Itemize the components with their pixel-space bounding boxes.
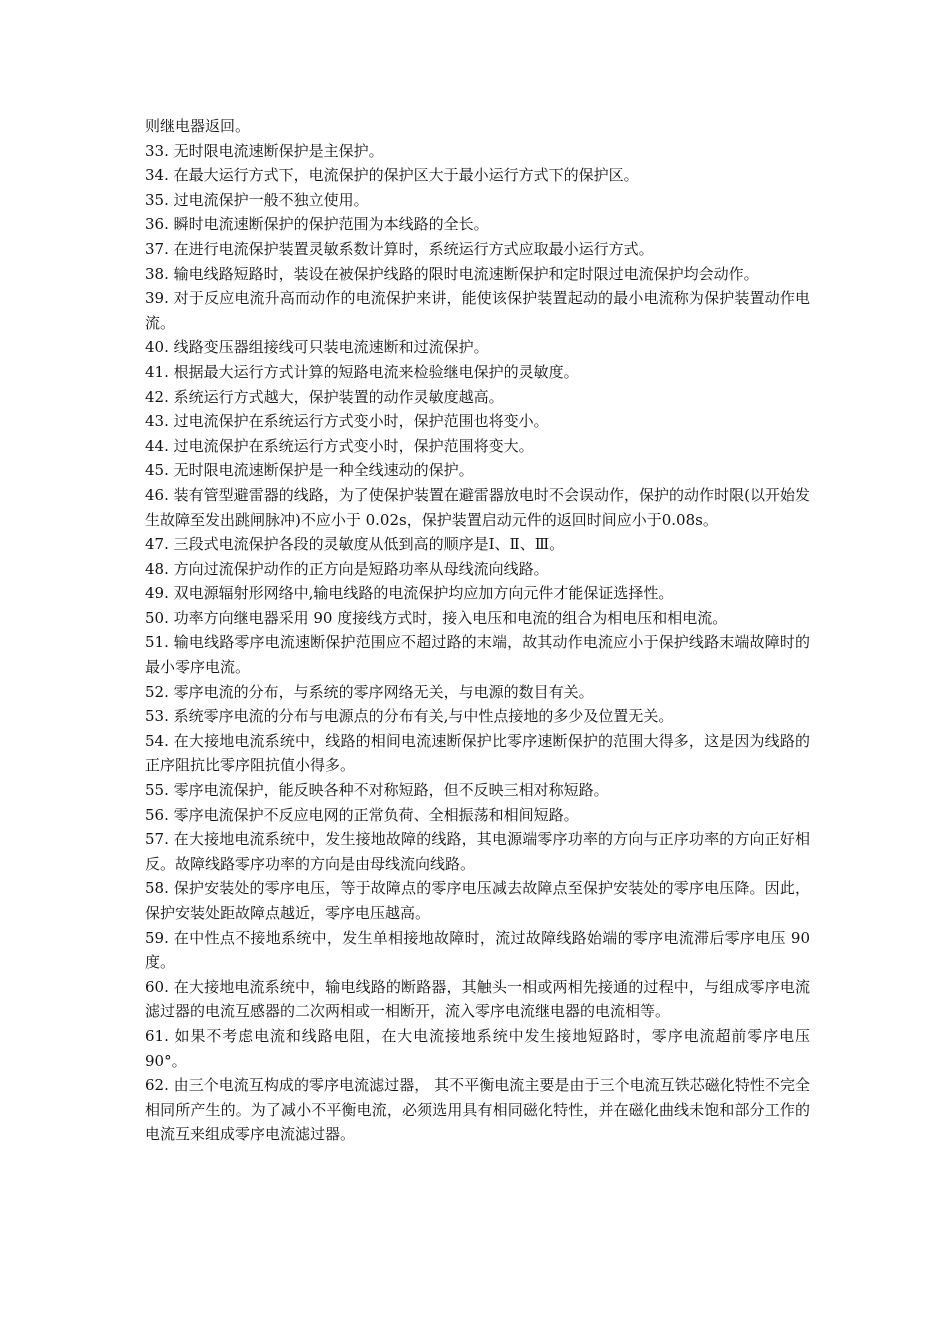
item-55: 55. 零序电流保护，能反映各种不对称短路，但不反映三相对称短路。	[145, 781, 609, 800]
item-41: 41. 根据最大运行方式计算的短路电流来检验继电保护的灵敏度。	[145, 362, 579, 381]
item-57: 57. 在大接地电流系统中，发生接地故障的线路，其电源端零序功率的方向与正序功率的方向正好相反。故障线路零序功率的方向是由母线流向线路。	[145, 830, 810, 873]
item-36: 36. 瞬时电流速断保护的保护范围为本线路的全长。	[145, 215, 489, 234]
item-47: 47. 三段式电流保护各段的灵敏度从低到高的顺序是Ⅰ、Ⅱ、Ⅲ。	[145, 535, 565, 554]
item-44: 44. 过电流保护在系统运行方式变小时，保护范围将变大。	[145, 436, 534, 455]
item-34: 34. 在最大运行方式下，电流保护的保护区大于最小运行方式下的保护区。	[145, 166, 639, 185]
item-46: 46. 装有管型避雷器的线路，为了使保护装置在避雷器放电时不会误动作，保护的动作时限(以开始发生故障至发出跳闸脉冲)不应小于 0.02s，保护装置启动元件的返回时间应小于0.08s。	[145, 485, 810, 529]
item-59: 59. 在中性点不接地系统中，发生单相接地故障时，流过故障线路始端的零序电流滞后零序电压 90 度。	[145, 928, 810, 972]
document-page	[145, 114, 810, 1147]
item-58: 58. 保护安装处的零序电压，等于故障点的零序电压减去故障点至保护安装处的零序电压降。因此，保护安装处距故障点越近，零序电压越高。	[145, 879, 810, 922]
item-continuation: 则继电器返回。	[145, 117, 251, 135]
item-53: 53. 系统零序电流的分布与电源点的分布有关,与中性点接地的多少及位置无关。	[145, 707, 674, 726]
item-62: 62. 由三个电流互构成的零序电流滤过器， 其不平衡电流主要是由于三个电流互铁芯磁化特性不完全相同所产生的。为了减小不平衡电流，必须选用具有相同磁化特性，并在磁化曲线未饱和部分工作的电流互来组成零序电流滤过器。	[145, 1076, 810, 1144]
item-40: 40. 线路变压器组接线可只装电流速断和过流保护。	[145, 338, 489, 357]
item-33: 33. 无时限电流速断保护是主保护。	[145, 141, 384, 160]
item-60: 60. 在大接地电流系统中，输电线路的断路器，其触头一相或两相先接通的过程中，与组成零序电流滤过器的电流互感器的二次两相或一相断开，流入零序电流继电器的电流相等。	[145, 977, 810, 1021]
item-56: 56. 零序电流保护不反应电网的正常负荷、全相振荡和相间短路。	[145, 805, 579, 824]
item-61: 61. 如果不考虑电流和线路电阻，在大电流接地系统中发生接地短路时，零序电流超前零序电压 90°。	[145, 1026, 810, 1070]
item-52: 52. 零序电流的分布，与系统的零序网络无关，与电源的数目有关。	[145, 682, 594, 701]
item-49: 49. 双电源辐射形网络中,输电线路的电流保护均应加方向元件才能保证选择性。	[145, 584, 674, 603]
item-54: 54. 在大接地电流系统中，线路的相间电流速断保护比零序速断保护的范围大得多，这是因为线路的正序阻抗比零序阻抗值小得多。	[145, 731, 810, 775]
item-43: 43. 过电流保护在系统运行方式变小时，保护范围也将变小。	[145, 412, 549, 431]
item-50: 50. 功率方向继电器采用 90 度接线方式时，接入电压和电流的组合为相电压和相电流。	[145, 608, 728, 627]
item-51: 51. 输电线路零序电流速断保护范围应不超过路的末端，故其动作电流应小于保护线路末端故障时的最小零序电流。	[145, 633, 810, 677]
item-45: 45. 无时限电流速断保护是一种全线速动的保护。	[145, 461, 474, 480]
item-38: 38. 输电线路短路时，装设在被保护线路的限时电流速断保护和定时限过电流保护均会动作。	[145, 264, 759, 283]
item-39: 39. 对于反应电流升高而动作的电流保护来讲，能使该保护装置起动的最小电流称为保护装置动作电流。	[145, 289, 810, 332]
item-42: 42. 系统运行方式越大，保护装置的动作灵敏度越高。	[145, 387, 504, 406]
item-37: 37. 在进行电流保护装置灵敏系数计算时，系统运行方式应取最小运行方式。	[145, 239, 654, 258]
item-35: 35. 过电流保护一般不独立使用。	[145, 190, 369, 209]
item-48: 48. 方向过流保护动作的正方向是短路功率从母线流向线路。	[145, 559, 549, 578]
